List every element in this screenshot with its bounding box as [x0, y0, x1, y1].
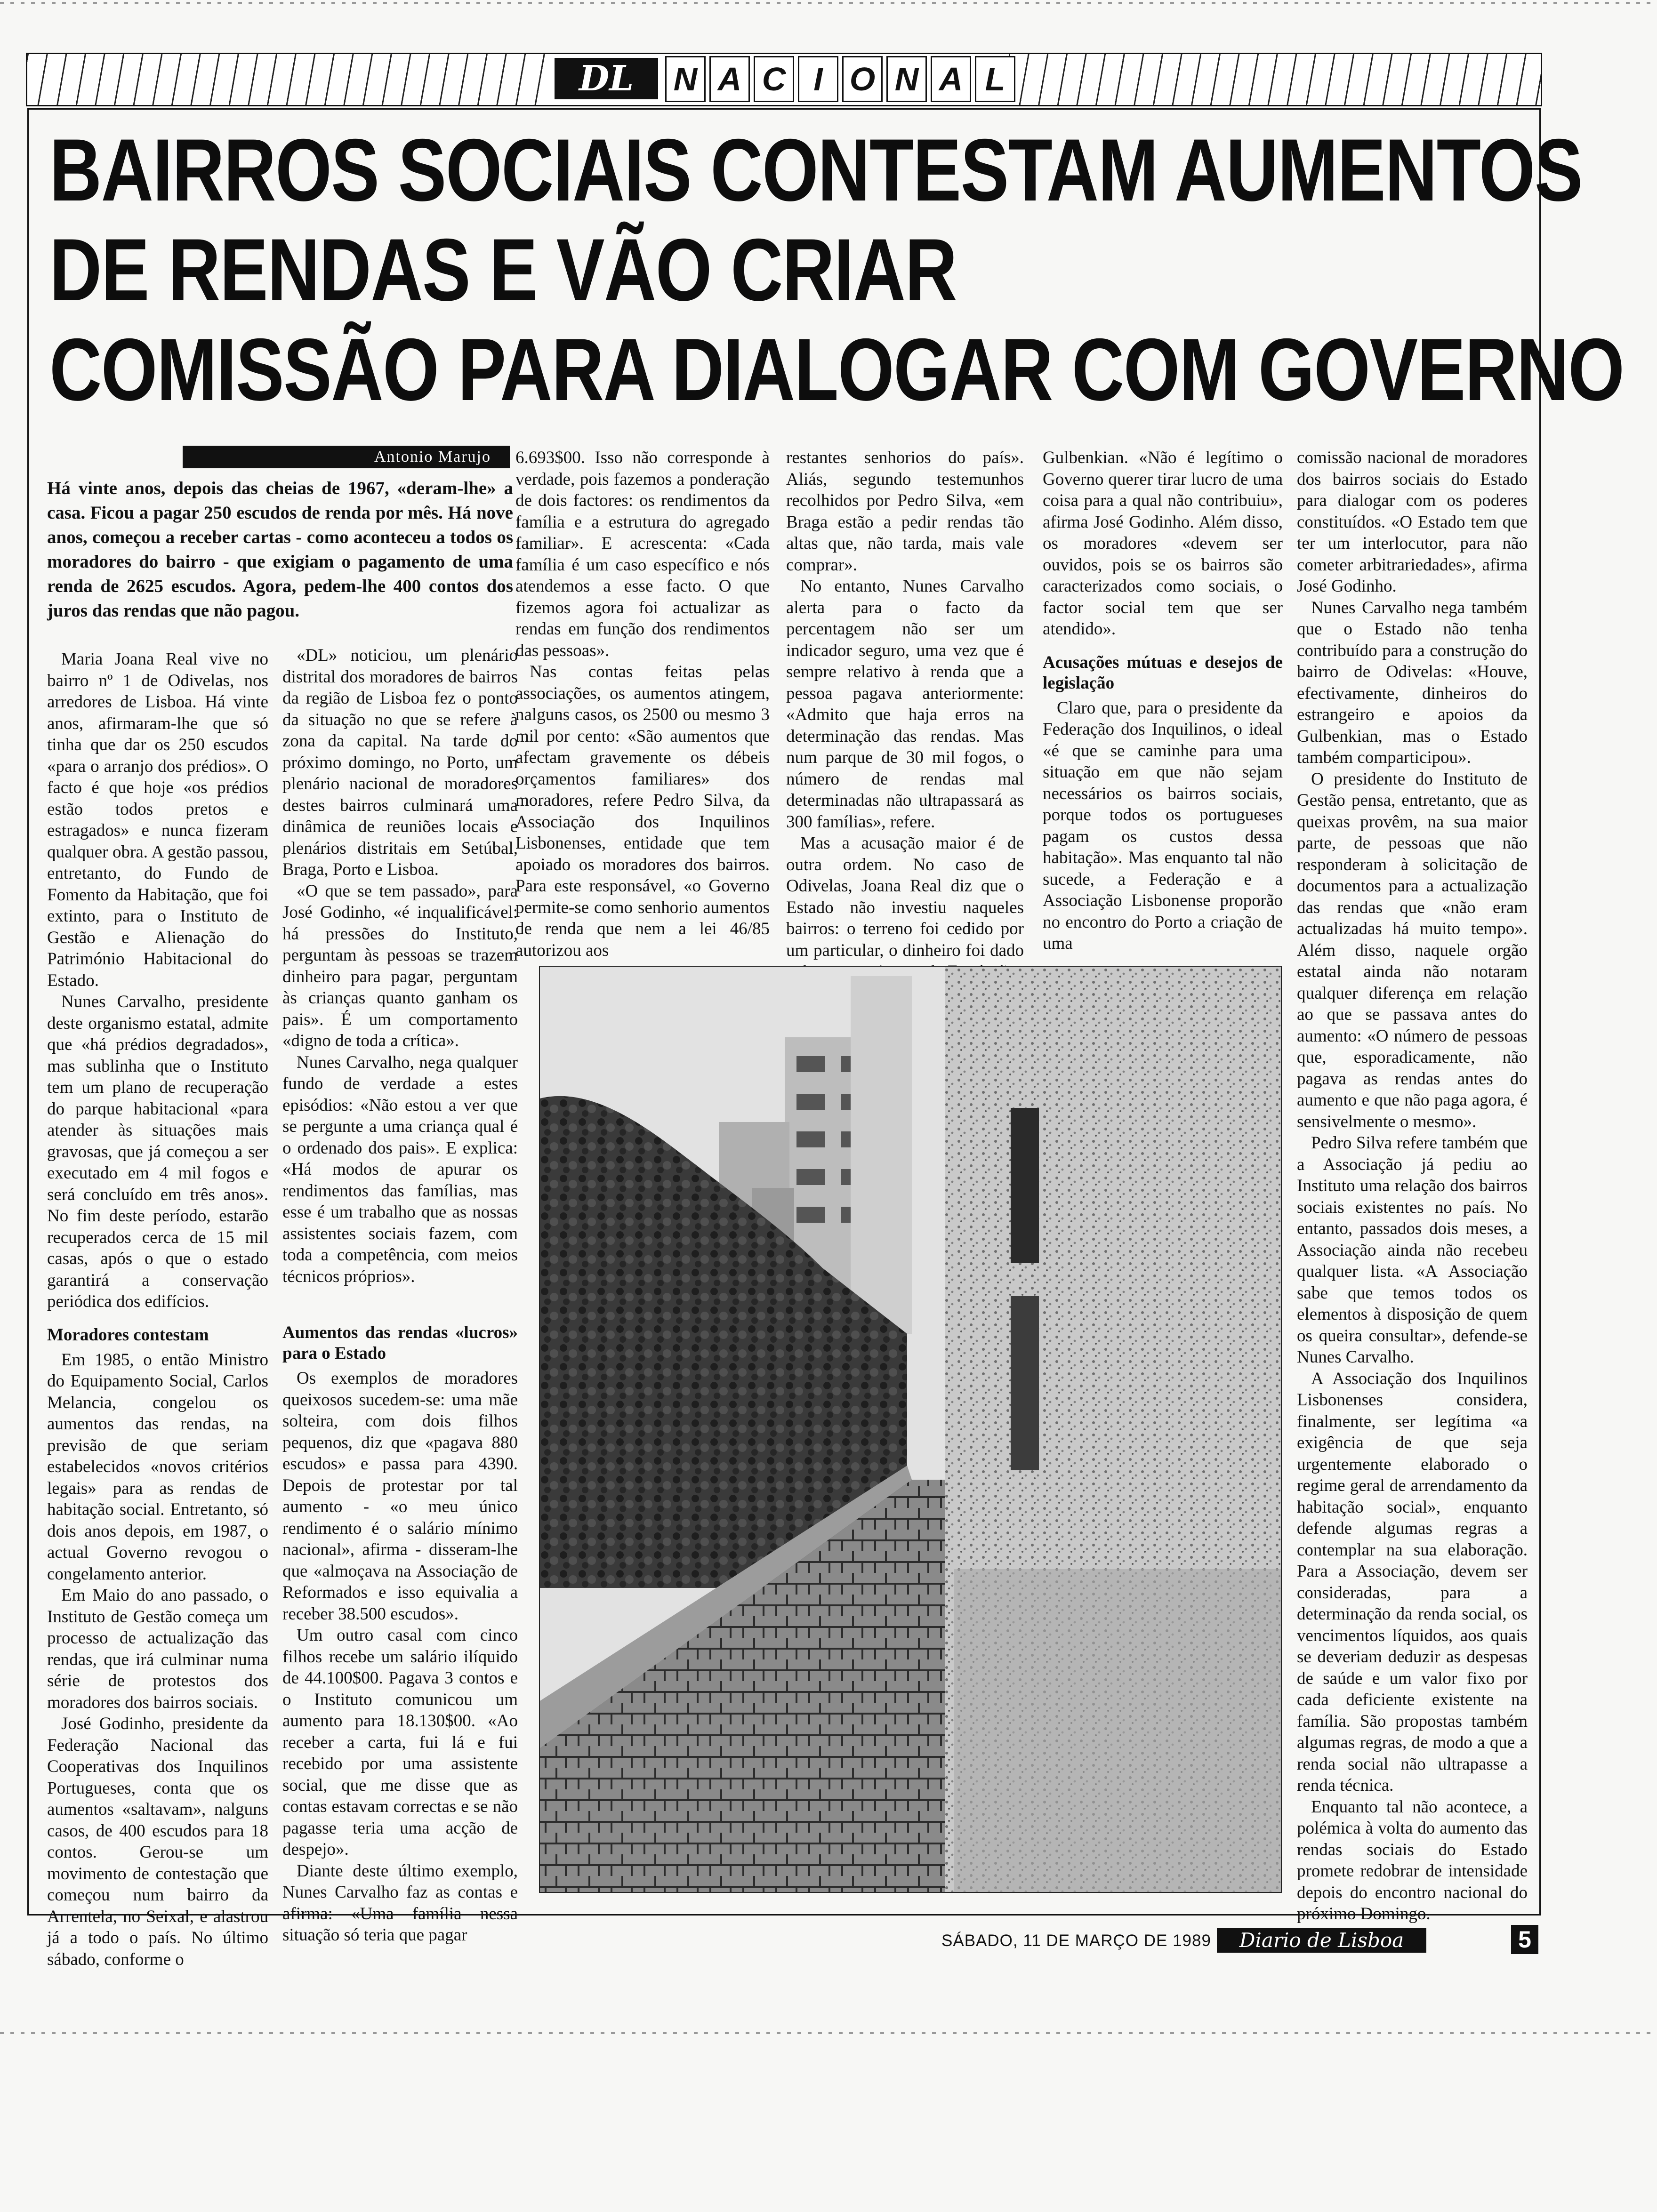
paragraph: Mas a acusação maior é de outra ordem. No caso de Odivelas, Joana Real diz que o Estado não investiu naqueles bairros: o terreno foi cedido por um particular, o dinheiro foi dado [786, 834, 1024, 960]
subheading: Acusações mútuas e desejos de legislação [1043, 652, 1283, 693]
paragraph: Enquanto tal não acontece, a polémica à volta do aumento das rendas sociais do Estado promete redobrar de intensidade depois do encontro nacional do próximo Domingo. [1297, 1797, 1528, 1923]
paragraph: restantes senhorios do país». Aliás, segundo testemunhos recolhidos por Pedro Silva, «em Braga estão a pedir rendas tão altas que, não tarda, mais vale comprar». [786, 448, 1024, 575]
headline-line: BAIRROS SOCIAIS CONTESTAM AUMENTOS [49, 120, 1582, 219]
paragraph: Nunes Carvalho nega também que o Estado não tenha contribuído para a construção do bairro de Odivelas: «Houve, efectivamente, dinheiros do estrangeiro e apoios da Gulbenkian, mas o Estado também comparticipou». [1297, 598, 1528, 767]
paragraph: «DL» noticiou, um plenário distrital dos moradores de bairros da região de Lisboa fez o ponto da situação no que se refere à zona da capital. Na tarde do próximo domingo, no Porto, um plenário nacional de moradores destes bairros culminará uma dinâmica de reuniões locais e plenários distritais em Setúbal, Braga, Porto e Lisboa. [282, 646, 518, 879]
section-title [665, 56, 1015, 101]
section-letter: O [842, 56, 883, 102]
paragraph: Nunes Carvalho, presidente deste organismo estatal, admite que «há prédios degradados», mas sublinha que o Instituto tem um plano de recuperação do parque habitacional «para atender às situações mais gravosas, que já começou a ser executado em 4 mil fogos e será concluído em três anos». No fim deste período, estarão recuperados cerca de 15 mil casas, após o que o estado garantirá a conservação periódica dos edifícios. [47, 992, 268, 1311]
band-hatch-right [1009, 54, 1541, 105]
paragraph: Gulbenkian. «Não é legítimo o Governo querer tirar lucro de uma coisa para a qual não contribuiu», afirma José Godinho. Além disso, os moradores «devem ser ouvidos, pois se os bairros são caracterizados como sociais, o factor social tem que ser atendido». [1043, 448, 1283, 639]
paragraph: Em 1985, o então Ministro do Equipamento Social, Carlos Melancia, congelou os aumentos das rendas, na previsão de que seriam estabelecidos «novos critérios legais» para as rendas de habitação social. Entretanto, só dois anos depois, em 1987, o actual Governo revogou o congelamento anterior. [47, 1350, 268, 1584]
paragraph: Um outro casal com cinco filhos recebe um salário ilíquido de 44.100$00. Pagava 3 contos e o Instituto comunicou um aumento para 18.130$00. «Ao receber a carta, fui lá e fui recebido por uma assistente social, que me disse que as contas estavam correctas e se não pagasse teria uma acção de despejo». [282, 1626, 518, 1859]
subheading: Moradores contestam [47, 1325, 209, 1345]
section-band [26, 53, 1542, 106]
section-letter: N [886, 56, 927, 102]
paragraph: Pedro Silva refere também que a Associação já pediu ao Instituto uma relação dos bairros sociais existentes no país. No entanto, passados dois meses, a Associação ainda não recebeu qualquer lista. «A Associação sabe que temos todos os elementos à disposição de quem os queira consultar», defende-se Nunes Carvalho. [1297, 1133, 1528, 1367]
paragraph: José Godinho, presidente da Federação Nacional das Cooperativas dos Inquilinos Portugueses, conta que os aumentos «saltavam», nalguns casos, de 400 escudos para 18 contos. Gerou-se um movimento de contestação que começou num bairro da Arrentela, no Seixal, e alastrou já a todo o país. No último sábado, conforme o [47, 1714, 268, 1969]
dl-logo: DL [555, 58, 658, 99]
scan-edge-bottom [0, 2032, 1657, 2034]
headline-line: COMISSÃO PARA DIALOGAR COM GOVERNO [49, 320, 1624, 419]
article-column-3 [515, 447, 770, 961]
section-letter: C [754, 56, 794, 102]
byline: Antonio Marujo [183, 446, 510, 468]
article-photo [539, 966, 1282, 1893]
headline [49, 120, 1624, 419]
paragraph: O presidente do Instituto de Gestão pensa, entretanto, que as queixas provêm, na sua maior parte, de pessoas que não responderam à solicitação de documentos para a actualização das rendas que «não eram actualizadas há muito tempo». Além disso, naquele orgão estatal ainda não notaram qualquer diferença em relação ao que se passava antes do aumento: «O número de pessoas que, esporadicamente, não pagava as rendas antes do aumento e que não paga agora, é sensivelmente o mesmo». [1297, 769, 1528, 1131]
section-letter: A [709, 56, 750, 102]
paragraph: Nunes Carvalho, nega qualquer fundo de verdade a estes episódios: «Não estou a ver que se pergunte a uma criança qual é o ordenado dos pais». E explica: «Há modos de apurar os rendimentos das famílias, mas esse é um trabalho que as nossas assistentes sociais fazem, com toda a competência, com meios técnicos próprios». [282, 1052, 518, 1286]
photo-alley-illustration [540, 967, 1281, 1892]
subheading: Aumentos das rendas «lucros» para o Estado [282, 1323, 518, 1363]
paragraph: Diante deste último exemplo, Nunes Carvalho faz as contas e afirma: «Uma família nessa situação só teria que pagar [282, 1861, 518, 1945]
section-letter: A [931, 56, 971, 102]
article-column-4 [786, 447, 1024, 983]
page-number: 5 [1511, 1925, 1538, 1954]
issue-date: SÁBADO, 11 DE MARÇO DE 1989 [941, 1931, 1211, 1950]
paragraph: «O que se tem passado», para José Godinho, «é inqualificável: há pressões do Instituto, perguntam às pessoas se trazem dinheiro para pagar, perguntam às crianças quanto ganham os pais». É um comportamento «digno de toda a crítica». [282, 881, 518, 1050]
scan-edge-top [0, 2, 1657, 4]
lead-paragraph: Há vinte anos, depois das cheias de 1967, «deram-lhe» a casa. Ficou a pagar 250 escudos de renda por mês. Há nove anos, começou a receber cartas - como aconteceu a todos os moradores do bairro - que exigiam o pagamento de uma renda de 2625 escudos. Agora, pedem-lhe 400 contos dos juros das rendas que não pagou. [47, 478, 513, 621]
paragraph: comissão nacional de moradores dos bairros sociais do Estado para dialogar com os poderes constituídos. «O Estado tem que ter um interlocutor, para não cometer arbitrariedades», afirma José Godinho. [1297, 448, 1528, 596]
article-column-6 [1297, 447, 1528, 1925]
section-letter: L [975, 56, 1015, 102]
article-column-5 [1043, 447, 1283, 954]
article-column-1 [47, 649, 268, 1970]
paragraph: Os exemplos de moradores queixosos sucedem-se: uma mãe solteira, com dois filhos pequenos, diz que «pagava 880 escudos» e passa para 4390. Depois de protestar por tal aumento - «o meu único rendimento é o salário mínimo nacional», afirma - disseram-lhe que «almoçava na Associação de Reformados e isso equivalia a receber 38.500 escudos». [282, 1369, 518, 1624]
paragraph: Claro que, para o presidente da Federação dos Inquilinos, o ideal «é que se caminhe para uma situação em que não sejam necessários os bairros sociais, porque todos os portugueses pagam os custos dessa habitação». Mas enquanto tal não sucede, a Federação e a Associação Lisbonense proporão no encontro do Porto a criação de uma [1043, 698, 1283, 953]
paragraph: 6.693$00. Isso não corresponde à verdade, pois fazemos a ponderação de dois factores: os rendimentos da família e a estrutura do agregado familiar». E acrescenta: «Cada família é um caso específico e nós atendemos a esse facto. O que fizemos agora foi actualizar as rendas em função dos rendimentos das pessoas». [515, 448, 770, 660]
article-column-2 [282, 645, 518, 1287]
paragraph: Nas contas feitas pelas associações, os aumentos atingem, nalguns casos, os 2500 ou mesmo 3 mil por cento: «São aumentos que afectam gravemente os débeis orçamentos familiares» dos moradores, refere Pedro Silva, da Associação dos Inquilinos Lisbonenses, entidade que tem apoiado os moradores dos bairros. Para este responsável, «o Governo permite-se como senhorio aumentos de renda que nem a lei 46/85 autorizou aos [515, 662, 770, 960]
paragraph: No entanto, Nunes Carvalho alerta para o facto da percentagem não ser um indicador seguro, uma vez que é sempre relativo à renda que a pessoa pagava anteriormente: «Admito que haja erros na determinação das rendas. Mas num parque de 30 mil fogos, o número de rendas mal determinadas não ultrapassará as 300 famílias», refere. [786, 577, 1024, 832]
section-letter: N [665, 56, 706, 102]
paragraph: Maria Joana Real vive no bairro nº 1 de Odivelas, nos arredores de Lisboa. Há vinte anos, afirmaram-lhe que só tinha que dar os 250 escudos «para o arranjo dos prédios». O facto é que hoje «os prédios estão todos pretos e estragados» e nunca fizeram qualquer obra. A gestão passou, entretanto, do Fundo de Fomento da Habitação, que foi extinto, para o Instituto de Gestão e Alienação do Património Habitacional do Estado. [47, 649, 268, 990]
headline-line: DE RENDAS E VÃO CRIAR [49, 220, 957, 319]
paragraph: A Associação dos Inquilinos Lisbonenses considera, finalmente, ser legítima «a exigência de que seja urgentemente elaborado o regime geral de arrendamento da habitação social», enquanto defende algumas regras a contemplar na sua elaboração. Para a Associação, devem ser consideradas, para a determinação da renda social, os vencimentos líquidos, aos quais se deveriam deduzir as despesas de saúde e um valor fixo por cada deficiente existente na família. São propostas também algumas regras, de modo a que a renda social não ultrapasse a renda técnica. [1297, 1369, 1528, 1795]
section-letter: I [798, 56, 838, 102]
paragraph: Em Maio do ano passado, o Instituto de Gestão começa um processo de actualização das rendas, que irá culminar numa série de protestos dos moradores dos bairros sociais. [47, 1586, 268, 1712]
masthead: Diario de Lisboa [1217, 1928, 1426, 1953]
article-column-2-lower [282, 1322, 518, 1946]
band-hatch-left [27, 54, 550, 105]
